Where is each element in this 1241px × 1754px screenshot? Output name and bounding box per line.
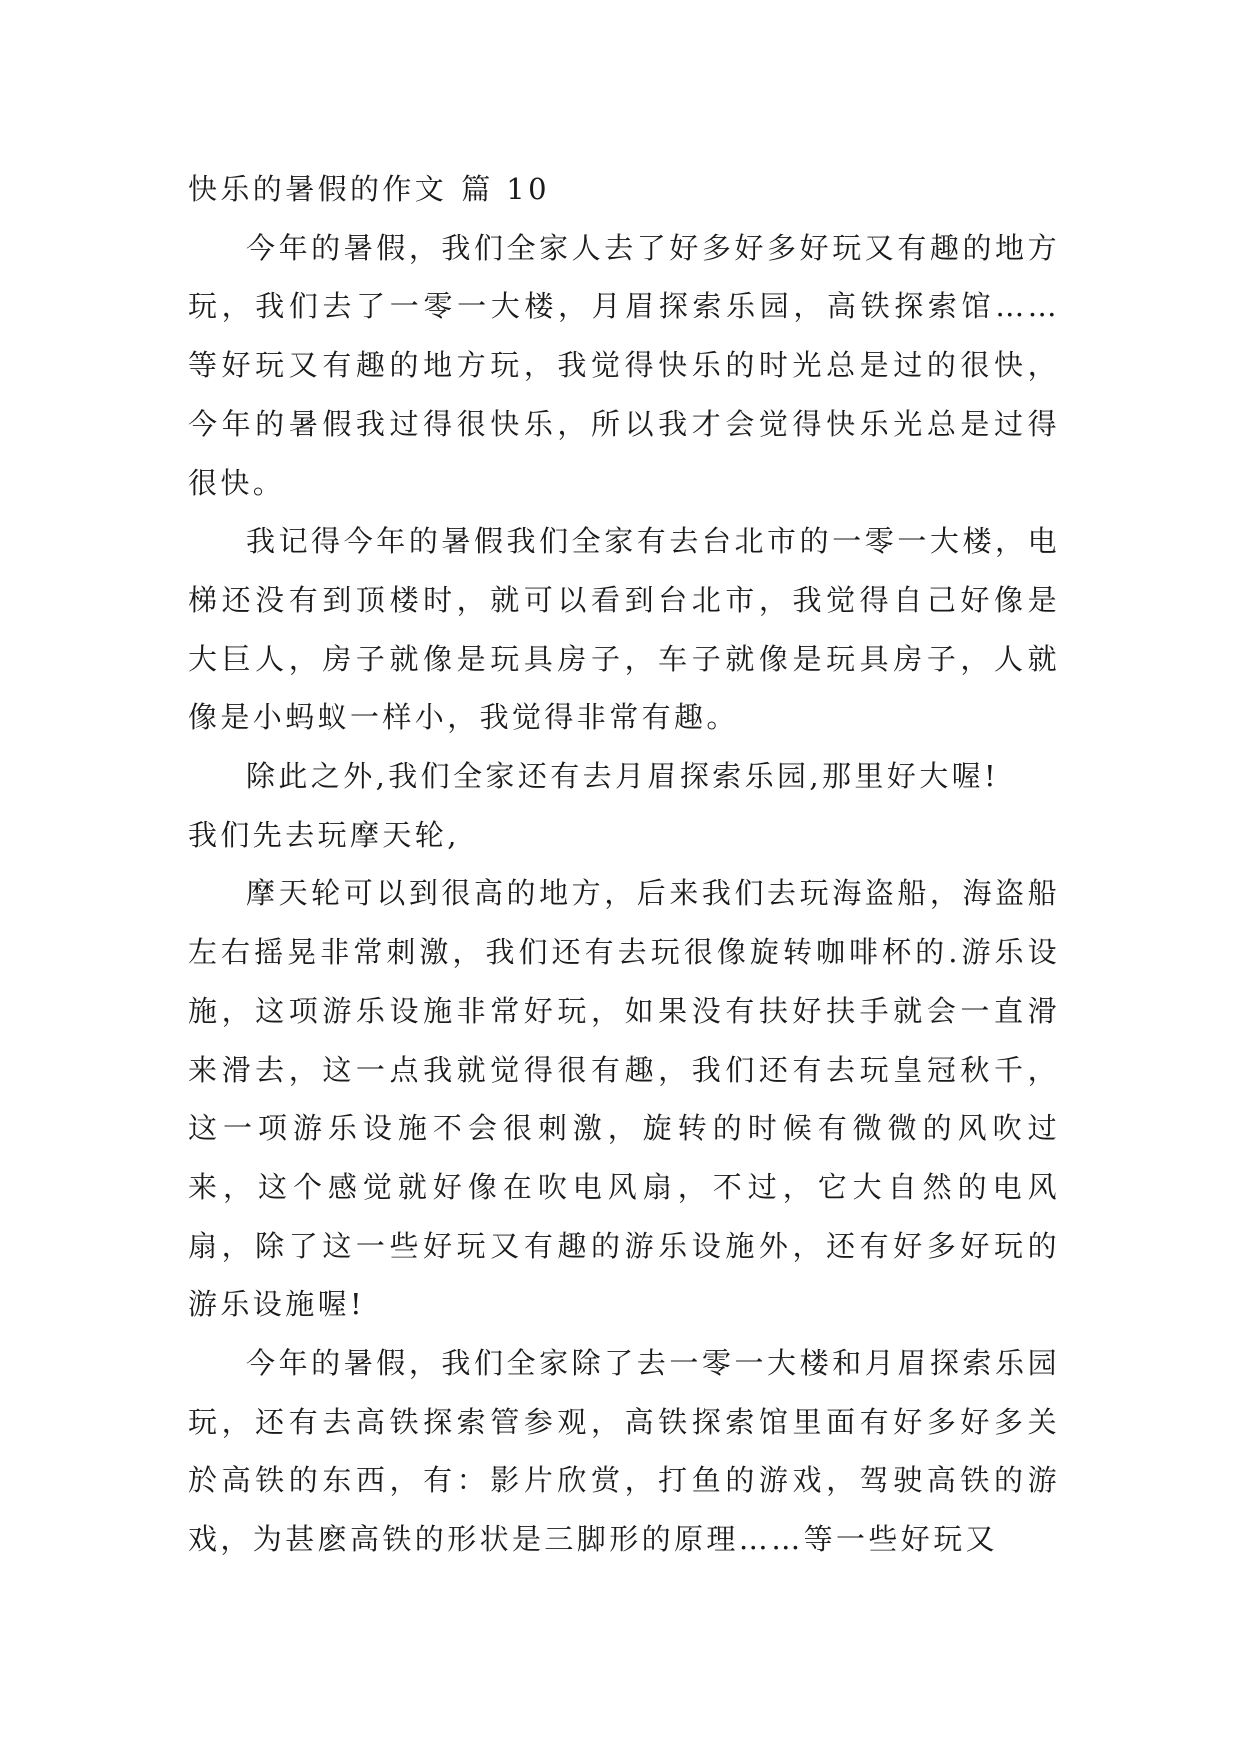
title-text: 快乐的暑假的作文 — [188, 172, 448, 206]
paragraph-6: 今年的暑假，我们全家除了去一零一大楼和月眉探索乐园玩，还有去高铁探索管参观，高铁探索馆里面有好多好多关於高铁的东西，有：影片欣赏，打鱼的游戏，驾驶高铁的游戏，为甚麽高铁的形状是三脚形的原理……等一些好玩又 — [188, 1346, 1060, 1557]
document-title — [188, 160, 1060, 219]
paragraph-2: 我记得今年的暑假我们全家有去台北市的一零一大楼，电梯还没有到顶楼时，就可以看到台北市，我觉得自己好像是大巨人，房子就像是玩具房子，车子就像是玩具房子，人就像是小蚂蚁一样小，我觉得非常有趣。 — [188, 524, 1060, 735]
paragraph-5: 摩天轮可以到很高的地方，后来我们去玩海盗船，海盗船左右摇晃非常刺激，我们还有去玩很像旋转咖啡杯的.游乐设施，这项游乐设施非常好玩，如果没有扶好扶手就会一直滑来滑去，这一点我就觉得很有趣，我们还有去玩皇冠秋千，这一项游乐设施不会很刺激，旋转的时候有微微的风吹过来，这个感觉就好像在吹电风扇，不过，它大自然的电风扇，除了这一些好玩又有趣的游乐设施外，还有好多好玩的游乐设施喔! — [188, 876, 1060, 1322]
paragraph-4: 我们先去玩摩天轮, — [188, 817, 460, 852]
paragraph-3: 除此之外,我们全家还有去月眉探索乐园,那里好大喔! — [246, 759, 1000, 794]
document-body — [188, 160, 1060, 1569]
paragraph-1: 今年的暑假，我们全家人去了好多好多好玩又有趣的地方玩，我们去了一零一大楼，月眉探索乐园，高铁探索馆……等好玩又有趣的地方玩，我觉得快乐的时光总是过的很快，今年的暑假我过得很快乐，所以我才会觉得快乐光总是过得很快。 — [188, 230, 1060, 500]
section-label: 篇 10 — [461, 172, 550, 206]
